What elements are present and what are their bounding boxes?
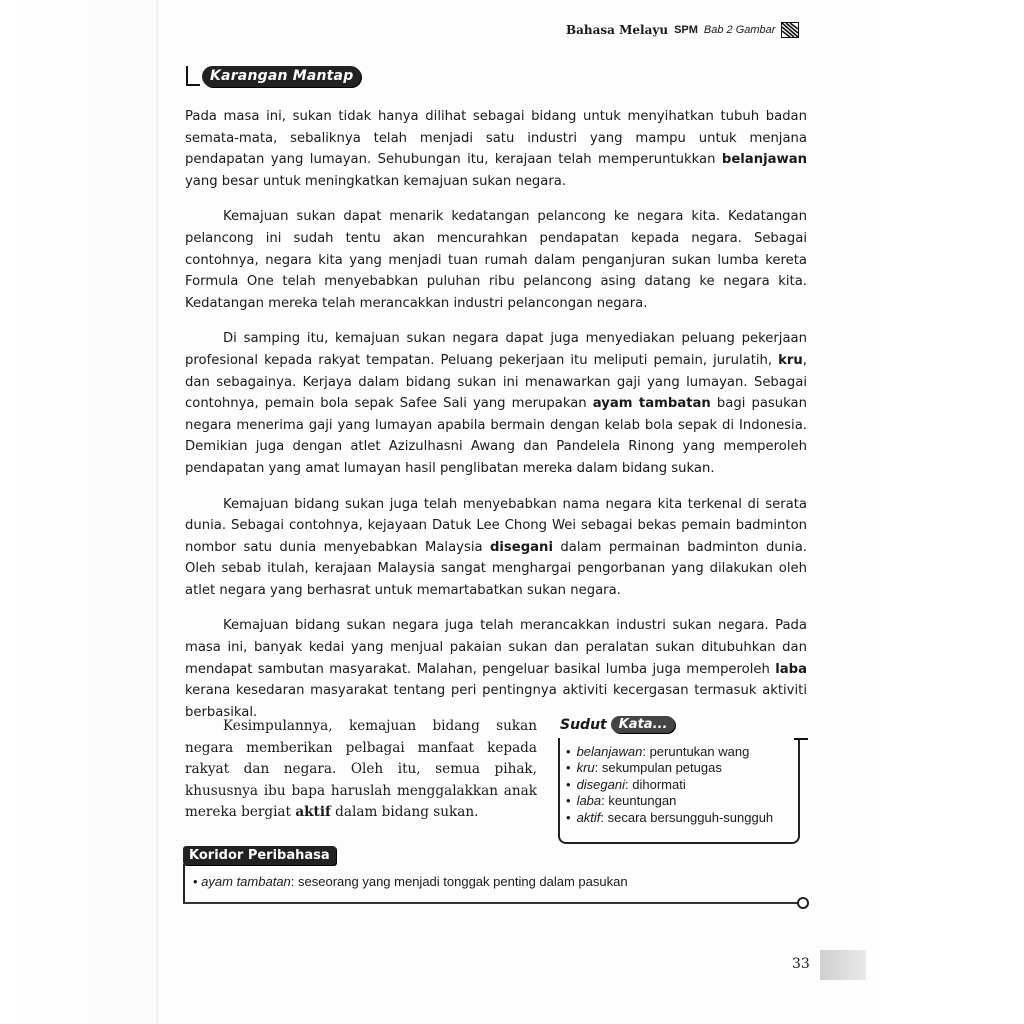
text-run: dalam bidang sukan. [330,804,479,821]
highlighted-word: kru [778,352,803,368]
vocabulary-item: • aktif: secara bersungguh-sungguh [566,810,773,826]
vocabulary-definition: peruntukan wang [649,744,750,759]
text-run: Pada masa ini, sukan tidak hanya dilihat sebagai bidang untuk menyihatkan tubuh badan semata-mata, sebaliknya telah menjadi satu industri yang mampu untuk menjana pendapatan yang lumayan. Sehubungan itu, kerajaan telah memperuntukkan [185,109,807,168]
vocabulary-definition: keuntungan [608,793,677,809]
heading-bracket [186,66,200,86]
header-level: SPM [674,24,698,36]
header-chapter: Bab 2 Gambar [703,24,776,36]
proverb-term: ayam tambatan [201,874,291,889]
section-title: Karangan Mantap [202,66,361,87]
vocabulary-term: disegani [576,776,625,792]
vocabulary-item: • laba: keuntungan [566,793,773,809]
vocabulary-term: laba [576,793,602,809]
vocabulary-item: • belanjawan: peruntukan wang [566,744,773,760]
vocabulary-definition: secara bersungguh-sungguh [607,809,774,825]
running-header [566,22,799,38]
proverb-box [183,846,809,912]
text-run: Kemajuan bidang sukan negara juga telah merancakkan industri sukan negara. Pada masa ini, banyak kedai yang menjual pakaian sukan dan peralatan sukan ditubuhkan dan mendapat sambutan masyarakat. Malahan, pengeluar basikal lumba juga memperoleh [185,618,807,677]
text-run: Kemajuan sukan dapat menarik kedatangan pelancong ke negara kita. Kedatangan pelancong ini sudah tentu akan mencurahkan pendapatan kepada negara. Sebagai contohnya, negara kita yang menjadi tuan rumah dalam penganjuran sukan lumba kereta Formula One telah menyebabkan puluhan ribu pelancong asing datang ke negara kita. Kedatangan mereka telah merancakkan industri pelancongan negara. [185,209,807,311]
vocabulary-definition: sekumpulan petugas [601,760,722,776]
essay-paragraph [185,206,807,314]
page-number: 33 [792,956,810,972]
essay-paragraph [185,494,807,602]
vocabulary-box [558,716,808,844]
essay-body [185,106,807,737]
highlighted-word: disegani [489,539,553,555]
proverb-title: Koridor Peribahasa [183,846,336,865]
text-run: Kemajuan bidang sukan juga telah menyebabkan nama negara kita terkenal di serata dunia. Sebagai contohnya, kejayaan Datuk Lee Chong Wei sebagai bekas pemain badminton nombor satu dunia menyebabkan Malaysia [185,496,807,555]
essay-paragraph [185,106,807,192]
text-run: bagi pasukan negara menerima gaji yang lumayan apabila bermain dengan kelab bola sepak di Indonesia. Demikian juga dengan atlet Azizulhasni Awang dan Pandelela Rinong yang memperoleh pendapatan yang amat lumayan hasil penglibatan mereka dalam bidang sukan. [185,396,807,476]
proverb-underline [183,902,799,904]
vocabulary-term: belanjawan [576,744,643,759]
vocabulary-list [566,744,773,826]
publisher-logo-icon [781,22,799,38]
vocabulary-term: kru [576,760,595,776]
proverb-end-dot [797,897,809,909]
conclusion-paragraph [185,716,537,824]
page-gutter [0,0,160,1024]
header-subject: Bahasa Melayu [566,23,669,37]
vocabulary-definition: dihormati [632,776,686,792]
highlighted-word: laba [775,661,807,677]
text-run: Kesimpulannya, kemajuan bidang sukan negara memberikan pelbagai manfaat kepada rakyat dan negara. Oleh itu, semua pihak, khususnya ibu bapa haruslah menggalakkan anak mereka bergiat [185,718,537,821]
page-number-tab [820,950,866,980]
proverb-definition: seseorang yang menjadi tonggak penting dalam pasukan [298,874,628,889]
text-run: kerana kesedaran masyarakat tentang peri pentingnya aktiviti kecergasan termasuk aktiviti berbasikal. [185,683,807,720]
vocabulary-title-badge: Kata... [611,716,676,733]
proverb-entry: • ayam tambatan: seseorang yang menjadi tonggak penting dalam pasukan [193,874,628,889]
vocabulary-frame-cap [794,738,808,740]
essay-paragraph [185,328,807,479]
text-run: dalam permainan badminton dunia. Oleh sebab itulah, kerajaan Malaysia sangat menghargai pengorbanan yang dilakukan oleh atlet negara yang berhasrat untuk memartabatkan sukan negara. [185,539,807,598]
vocabulary-item: • kru: sekumpulan petugas [566,760,773,776]
vocabulary-title-main: Sudut [560,716,607,733]
highlighted-word: belanjawan [721,152,807,168]
conclusion-text [185,716,537,824]
text-run: yang besar untuk meningkatkan kemajuan sukan negara. [185,173,567,189]
essay-paragraph [185,615,807,723]
highlighted-word: ayam tambatan [592,396,711,412]
text-run: , dan sebagainya. Kerjaya dalam bidang sukan ini menawarkan gaji yang lumayan. Sebagai contohnya, pemain bola sepak Safee Sali yang merupakan [185,352,807,412]
vocabulary-term: aktif [576,809,601,825]
vocabulary-item: • disegani: dihormati [566,777,773,793]
vocabulary-title [560,716,675,733]
section-heading [186,62,361,90]
highlighted-word: aktif [295,804,331,821]
text-run: Di samping itu, kemajuan sukan negara dapat juga menyediakan peluang pekerjaan profesional kepada rakyat tempatan. Peluang pekerjaan itu meliputi pemain, jurulatih, [185,331,807,368]
